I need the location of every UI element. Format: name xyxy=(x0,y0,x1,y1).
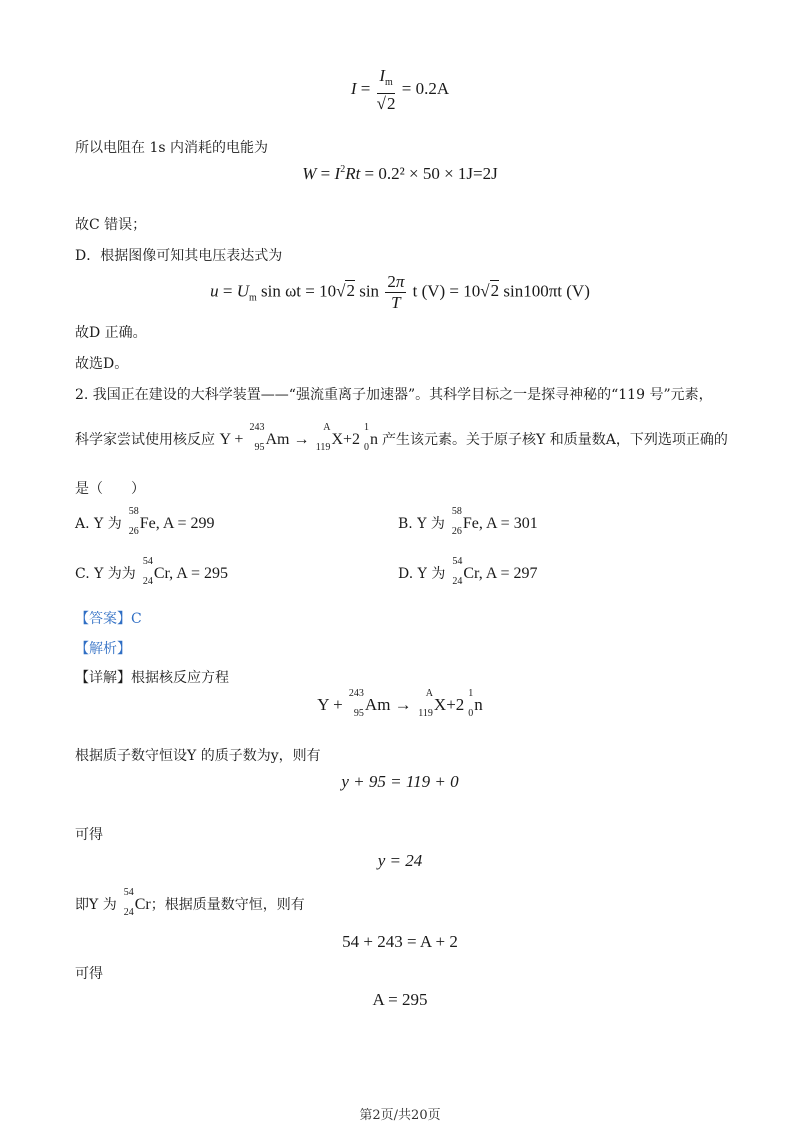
option-a[interactable]: A. Y 为 58 26 Fe, A = 299 xyxy=(75,506,215,537)
page-footer: 第2页/共20页 xyxy=(359,1108,441,1123)
consume-text: 所以电阻在 1s 内消耗的电能为 xyxy=(75,140,268,156)
choose-d-text: 故选D。 xyxy=(75,356,129,372)
answer-label: 【答案】C xyxy=(75,611,142,627)
question-2-line-1: 2. 我国正在建设的大科学装置——“强流重离子加速器”。其科学目标之一是探寻神秘的“119 号”元素， xyxy=(75,387,713,403)
d-correct-text: 故D 正确。 xyxy=(75,325,147,341)
detail-label: 【详解】根据核反应方程 xyxy=(75,670,229,686)
keyi-text-1: 可得 xyxy=(75,827,103,843)
d-intro-text: D．根据图像可知其电压表达式为 xyxy=(75,248,283,264)
voltage-equation: $u = U_m$ sin ωt = 10√2 sin $\frac{2\pi}{T}$ t (V) = 10√2 sin100πt (V) xyxy=(210,272,590,312)
question-2-line-3: 是（ ） xyxy=(75,481,145,497)
keyi-text-2: 可得 xyxy=(75,966,103,982)
proton-equation: y + 95 = 119 + 0 xyxy=(341,772,459,791)
current-equation: I = $\frac{I_m}{√2}$ = 0.2A xyxy=(350,66,450,113)
energy-equation: $W = I^2Rt = 0.2^2 \times 50 \times 1J=2J$ xyxy=(302,164,498,183)
reaction-inline: Y + 243 95 Am → A 119 X+2 1 0 n xyxy=(219,422,383,453)
option-c[interactable]: C. Y 为为 54 24 Cr, A = 295 xyxy=(75,556,228,587)
ji-y-text: 即Y 为 54 24 Cr；根据质量数守恒，则有 xyxy=(75,887,305,918)
c-wrong-text: 故C 错误； xyxy=(75,217,147,233)
question-2-line-2: 科学家尝试使用核反应 Y + 243 95 Am → A 119 X+2 1 0 n 产生该元素。关于原子核Y 和质量数A，下列选项正确的 xyxy=(75,422,728,453)
y-result: y = 24 xyxy=(377,851,423,870)
proton-text: 根据质子数守恒设Y 的质子数为y，则有 xyxy=(75,748,321,764)
reaction-equation: Y + 243 95 Am → A 119 X+2 1 0 n xyxy=(317,688,483,719)
option-b[interactable]: B. Y 为 58 26 Fe, A = 301 xyxy=(398,506,538,537)
mass-equation: 54 + 243 = A + 2 xyxy=(342,932,458,951)
a-result: A = 295 xyxy=(372,990,428,1009)
option-d[interactable]: D. Y 为 54 24 Cr, A = 297 xyxy=(398,556,538,587)
analysis-label: 【解析】 xyxy=(75,641,131,657)
